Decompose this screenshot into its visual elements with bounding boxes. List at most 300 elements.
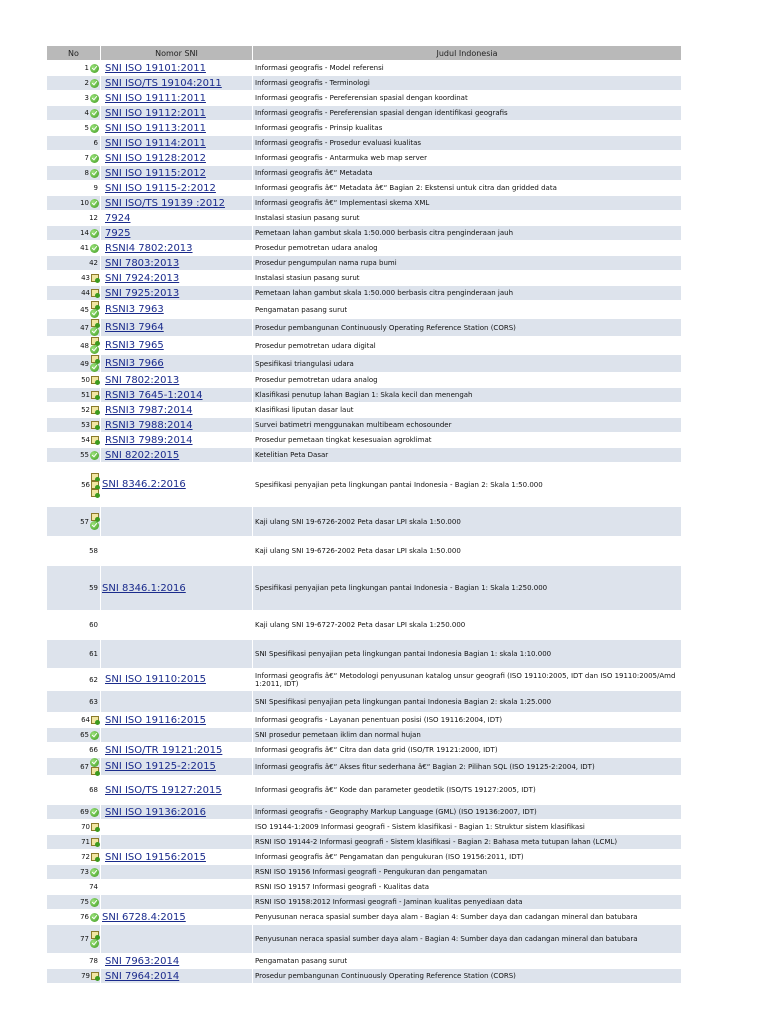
judul-cell: Informasi geografis â€“ Pengamatan dan pengukuran (ISO 19156:2011, IDT)	[253, 850, 682, 865]
nomor-sni-cell	[101, 507, 253, 537]
row-number-cell	[47, 76, 101, 91]
table-row	[47, 121, 682, 136]
sni-link[interactable]: SNI 7924:2013	[105, 272, 180, 284]
sni-link[interactable]: SNI 6728.4:2015	[102, 911, 186, 923]
row-number: 55	[80, 451, 89, 459]
nomor-sni-cell	[101, 337, 253, 355]
row-number: 67	[80, 762, 89, 771]
judul-cell: Prosedur pemotretan udara analog	[253, 373, 682, 388]
nomor-sni-cell	[101, 537, 253, 566]
nomor-sni-cell	[101, 805, 253, 820]
table-row	[47, 805, 682, 820]
table-header-row	[47, 46, 682, 61]
row-number: 60	[89, 621, 98, 629]
judul-cell: SNI Spesifikasi penyajian peta lingkungan pantai Indonesia Bagian 1: skala 1:10.000	[253, 640, 682, 669]
row-number-cell	[47, 640, 101, 669]
judul-cell: RSNI ISO 19144-2 Informasi geografi - Sistem klasifikasi - Bagian 2: Bahasa meta tutupan lahan (LCML)	[253, 835, 682, 850]
document-icon	[91, 767, 99, 775]
document-icon	[91, 421, 99, 429]
sni-link[interactable]: RSNI3 7989:2014	[105, 434, 193, 446]
row-number-cell	[47, 463, 101, 507]
check-icon	[90, 327, 99, 336]
row-number-cell	[47, 355, 101, 373]
row-number: 54	[81, 436, 90, 444]
judul-cell: Informasi geografis - Terminologi	[253, 76, 682, 91]
nomor-sni-cell	[101, 969, 253, 984]
nomor-sni-cell	[101, 286, 253, 301]
nomor-sni-cell	[101, 319, 253, 337]
nomor-sni-cell	[101, 566, 253, 611]
table-row	[47, 880, 682, 895]
table-row	[47, 448, 682, 463]
nomor-sni-cell	[101, 880, 253, 895]
header-nomor-sni: Nomor SNI	[101, 46, 253, 61]
table-row	[47, 850, 682, 865]
row-number: 78	[89, 957, 98, 965]
row-number: 49	[80, 359, 89, 368]
row-number: 9	[93, 184, 98, 192]
row-number-cell	[47, 121, 101, 136]
table-row	[47, 61, 682, 76]
judul-cell: Kaji ulang SNI 19-6726-2002 Peta dasar LPI skala 1:50.000	[253, 537, 682, 566]
row-number-cell	[47, 448, 101, 463]
document-icon	[91, 319, 99, 327]
table-row	[47, 537, 682, 566]
table-row	[47, 418, 682, 433]
table-row	[47, 954, 682, 969]
row-number-cell	[47, 403, 101, 418]
nomor-sni-cell	[101, 373, 253, 388]
sni-link[interactable]: 7925	[105, 227, 131, 239]
row-number: 57	[80, 517, 89, 526]
nomor-sni-cell	[101, 151, 253, 166]
row-number: 12	[89, 214, 98, 222]
judul-cell: Prosedur pemetaan tingkat kesesuaian agroklimat	[253, 433, 682, 448]
table-body	[47, 61, 682, 984]
row-number-cell	[47, 106, 101, 121]
row-number-cell	[47, 151, 101, 166]
row-number-cell	[47, 433, 101, 448]
table-row	[47, 820, 682, 835]
judul-cell: Spesifikasi penyajian peta lingkungan pantai Indonesia - Bagian 2: Skala 1:50.000	[253, 463, 682, 507]
check-icon	[90, 808, 99, 817]
judul-cell: Survei batimetri menggunakan multibeam echosounder	[253, 418, 682, 433]
row-number-cell	[47, 61, 101, 76]
document-icon	[91, 289, 99, 297]
check-icon	[90, 898, 99, 907]
nomor-sni-cell	[101, 61, 253, 76]
judul-cell: Prosedur pemotretan udara digital	[253, 337, 682, 355]
sni-link[interactable]: SNI 7964:2014	[105, 970, 180, 982]
nomor-sni-cell	[101, 640, 253, 669]
table-row	[47, 566, 682, 611]
row-number-cell	[47, 728, 101, 743]
document-icon	[91, 391, 99, 399]
row-number: 47	[80, 323, 89, 332]
check-icon	[90, 363, 99, 372]
row-number: 63	[89, 697, 98, 706]
document-icon	[91, 972, 99, 980]
nomor-sni-cell	[101, 121, 253, 136]
table-row	[47, 713, 682, 728]
row-number-cell	[47, 820, 101, 835]
header-no: No	[47, 46, 101, 61]
sni-link[interactable]: RSNI3 7645-1:2014	[105, 389, 203, 401]
row-number-cell	[47, 166, 101, 181]
nomor-sni-cell	[101, 835, 253, 850]
nomor-sni-cell	[101, 433, 253, 448]
nomor-sni-cell	[101, 271, 253, 286]
row-number: 4	[84, 109, 89, 117]
row-number: 68	[89, 786, 98, 794]
sni-link[interactable]: SNI 8346.2:2016	[102, 479, 186, 490]
judul-cell: RSNI ISO 19157 Informasi geografi - Kualitas data	[253, 880, 682, 895]
sni-link[interactable]: RSNI3 7965	[105, 340, 164, 351]
nomor-sni-cell	[101, 388, 253, 403]
sni-link[interactable]: SNI ISO 19110:2015	[105, 674, 206, 685]
row-number-cell	[47, 301, 101, 319]
row-number: 66	[89, 746, 98, 754]
table-row	[47, 196, 682, 211]
judul-cell: Informasi geografis â€“ Metodologi penyusunan katalog unsur geografi (ISO 19110:2005, IDT dan ISO 19110:2005/Amd 1:2011, IDT)	[253, 669, 682, 691]
row-number-cell	[47, 758, 101, 776]
row-number-cell	[47, 776, 101, 805]
table-row	[47, 319, 682, 337]
table-row	[47, 241, 682, 256]
row-number: 71	[81, 838, 90, 846]
sni-link[interactable]: SNI 7963:2014	[105, 955, 180, 967]
sni-link[interactable]: SNI ISO 19115:2012	[105, 167, 206, 179]
document-icon	[91, 376, 99, 384]
nomor-sni-cell	[101, 256, 253, 271]
row-number-cell	[47, 256, 101, 271]
judul-cell: Klasifikasi penutup lahan Bagian 1: Skala kecil dan menengah	[253, 388, 682, 403]
table-row	[47, 507, 682, 537]
table-row	[47, 181, 682, 196]
table-row	[47, 743, 682, 758]
check-icon	[90, 199, 99, 208]
nomor-sni-cell	[101, 301, 253, 319]
check-icon	[90, 939, 99, 948]
row-number: 70	[81, 823, 90, 831]
row-number: 58	[89, 547, 98, 555]
document-icon	[91, 931, 99, 939]
table-row	[47, 271, 682, 286]
check-icon	[90, 451, 99, 460]
row-number: 3	[84, 94, 89, 102]
row-number: 53	[81, 421, 90, 429]
table-row	[47, 286, 682, 301]
check-icon	[90, 309, 99, 318]
row-number: 5	[84, 124, 89, 132]
document-icon	[91, 436, 99, 444]
sni-link[interactable]: SNI ISO 19136:2016	[105, 806, 206, 818]
document-icon	[91, 406, 99, 414]
document-icon	[91, 337, 99, 345]
check-icon	[90, 154, 99, 163]
nomor-sni-cell	[101, 226, 253, 241]
row-number-cell	[47, 91, 101, 106]
row-number: 74	[89, 883, 98, 891]
nomor-sni-cell	[101, 925, 253, 954]
check-icon	[90, 345, 99, 354]
nomor-sni-cell	[101, 865, 253, 880]
sni-link[interactable]: SNI ISO/TS 19127:2015	[105, 784, 222, 796]
row-number: 50	[81, 376, 90, 384]
document-icon	[91, 481, 99, 489]
row-number: 14	[80, 229, 89, 237]
row-number: 79	[81, 972, 90, 980]
judul-cell: Penyusunan neraca spasial sumber daya alam - Bagian 4: Sumber daya dan cadangan mineral dan batubara	[253, 925, 682, 954]
document-icon	[91, 716, 99, 724]
sni-link[interactable]: SNI ISO/TS 19139 :2012	[105, 197, 225, 209]
table-row	[47, 835, 682, 850]
sni-link[interactable]: SNI 8346.1:2016	[102, 582, 186, 594]
row-number-cell	[47, 241, 101, 256]
nomor-sni-cell	[101, 895, 253, 910]
judul-cell: Informasi geografis â€“ Kode dan parameter geodetik (ISO/TS 19127:2005, IDT)	[253, 776, 682, 805]
document-icon	[91, 274, 99, 282]
table-row	[47, 611, 682, 640]
row-number-cell	[47, 835, 101, 850]
document-icon	[91, 853, 99, 861]
judul-cell: Informasi geografis - Prinsip kualitas	[253, 121, 682, 136]
row-number-cell	[47, 226, 101, 241]
sni-link[interactable]: SNI ISO 19114:2011	[105, 137, 206, 149]
judul-cell: ISO 19144-1:2009 Informasi geografi - Sistem klasifikasi - Bagian 1: Struktur sistem klasifikasi	[253, 820, 682, 835]
sni-link[interactable]: SNI ISO 19115-2:2012	[105, 182, 216, 194]
row-number: 42	[89, 259, 98, 267]
table-row	[47, 925, 682, 954]
sni-link[interactable]: SNI ISO/TS 19104:2011	[105, 77, 222, 89]
sni-link[interactable]: RSNI4 7802:2013	[105, 242, 193, 254]
sni-link[interactable]: SNI ISO 19113:2011	[105, 122, 206, 134]
row-number: 52	[81, 406, 90, 414]
check-icon	[90, 94, 99, 103]
sni-table	[46, 45, 682, 984]
nomor-sni-cell	[101, 91, 253, 106]
row-number-cell	[47, 611, 101, 640]
nomor-sni-cell	[101, 76, 253, 91]
table-row	[47, 166, 682, 181]
sni-link[interactable]: SNI ISO 19111:2011	[105, 92, 206, 104]
nomor-sni-cell	[101, 448, 253, 463]
nomor-sni-cell	[101, 181, 253, 196]
judul-cell: Spesifikasi penyajian peta lingkungan pantai Indonesia - Bagian 1: Skala 1:250.000	[253, 566, 682, 611]
table-row	[47, 776, 682, 805]
sni-link[interactable]: SNI ISO 19125-2:2015	[105, 761, 216, 772]
table-row	[47, 463, 682, 507]
judul-cell: Prosedur pembangunan Continuously Operating Reference Station (CORS)	[253, 319, 682, 337]
judul-cell: Informasi geografis - Geography Markup Language (GML) (ISO 19136:2007, IDT)	[253, 805, 682, 820]
table-row	[47, 969, 682, 984]
row-number-cell	[47, 537, 101, 566]
row-number-cell	[47, 850, 101, 865]
check-icon	[90, 758, 99, 767]
nomor-sni-cell	[101, 463, 253, 507]
table-row	[47, 256, 682, 271]
row-number: 65	[80, 731, 89, 739]
table-row	[47, 728, 682, 743]
row-number: 43	[81, 274, 90, 282]
row-number: 73	[80, 868, 89, 876]
check-icon	[90, 868, 99, 877]
nomor-sni-cell	[101, 669, 253, 691]
nomor-sni-cell	[101, 196, 253, 211]
table-row	[47, 136, 682, 151]
row-number-cell	[47, 319, 101, 337]
table-row	[47, 337, 682, 355]
row-number-cell	[47, 865, 101, 880]
document-icon	[91, 513, 99, 521]
nomor-sni-cell	[101, 166, 253, 181]
sni-link[interactable]: SNI ISO/TR 19121:2015	[105, 744, 223, 756]
judul-cell: Penyusunan neraca spasial sumber daya alam - Bagian 4: Sumber daya dan cadangan mineral dan batubara	[253, 910, 682, 925]
judul-cell: Informasi geografis - Antarmuka web map server	[253, 151, 682, 166]
sni-link[interactable]: SNI ISO 19116:2015	[105, 714, 206, 726]
row-number-cell	[47, 181, 101, 196]
check-icon	[90, 64, 99, 73]
sni-link[interactable]: SNI ISO 19156:2015	[105, 851, 206, 863]
row-number-cell	[47, 388, 101, 403]
check-icon	[90, 109, 99, 118]
document-icon	[91, 355, 99, 363]
table-row	[47, 758, 682, 776]
nomor-sni-cell	[101, 728, 253, 743]
judul-cell: Informasi geografis - Layanan penentuan posisi (ISO 19116:2004, IDT)	[253, 713, 682, 728]
row-number-cell	[47, 691, 101, 713]
sni-link[interactable]: RSNI3 7987:2014	[105, 404, 193, 416]
check-icon	[90, 913, 99, 922]
row-number: 8	[84, 169, 89, 177]
sni-link[interactable]: RSNI3 7988:2014	[105, 419, 193, 431]
sni-link[interactable]: SNI 7802:2013	[105, 374, 180, 386]
nomor-sni-cell	[101, 850, 253, 865]
row-number: 6	[93, 139, 98, 147]
sni-link[interactable]: RSNI3 7966	[105, 358, 164, 369]
sni-link[interactable]: RSNI3 7963	[105, 304, 164, 315]
document-icon	[91, 489, 99, 497]
row-number-cell	[47, 743, 101, 758]
table-row	[47, 640, 682, 669]
sni-link[interactable]: SNI 7803:2013	[105, 257, 180, 269]
judul-cell: Pemetaan lahan gambut skala 1:50.000 berbasis citra penginderaan jauh	[253, 286, 682, 301]
nomor-sni-cell	[101, 241, 253, 256]
document-icon	[91, 823, 99, 831]
row-number: 1	[84, 64, 89, 72]
sni-link[interactable]: RSNI3 7964	[105, 322, 164, 333]
nomor-sni-cell	[101, 713, 253, 728]
row-number-cell	[47, 507, 101, 537]
row-number: 45	[80, 305, 89, 314]
judul-cell: SNI prosedur pemetaan iklim dan normal hujan	[253, 728, 682, 743]
judul-cell: Klasifikasi liputan dasar laut	[253, 403, 682, 418]
table-row	[47, 301, 682, 319]
judul-cell: Pengamatan pasang surut	[253, 301, 682, 319]
judul-cell: Informasi geografis - Pereferensian spasial dengan koordinat	[253, 91, 682, 106]
row-number-cell	[47, 373, 101, 388]
row-number: 44	[81, 289, 90, 297]
table-row	[47, 226, 682, 241]
table-row	[47, 669, 682, 691]
table-row	[47, 355, 682, 373]
judul-cell: Informasi geografis - Model referensi	[253, 61, 682, 76]
row-number-cell	[47, 669, 101, 691]
row-number-cell	[47, 337, 101, 355]
nomor-sni-cell	[101, 106, 253, 121]
row-number-cell	[47, 895, 101, 910]
judul-cell: Ketelitian Peta Dasar	[253, 448, 682, 463]
judul-cell: Informasi geografis â€“ Akses fitur sederhana â€“ Bagian 2: Pilihan SQL (ISO 19125-2:2004, IDT)	[253, 758, 682, 776]
judul-cell: Instalasi stasiun pasang surut	[253, 211, 682, 226]
row-number-cell	[47, 969, 101, 984]
row-number-cell	[47, 211, 101, 226]
row-number: 77	[80, 935, 89, 943]
judul-cell: Instalasi stasiun pasang surut	[253, 271, 682, 286]
row-number-cell	[47, 910, 101, 925]
nomor-sni-cell	[101, 691, 253, 713]
sni-link[interactable]: SNI ISO 19128:2012	[105, 152, 206, 164]
sni-link[interactable]: 7924	[105, 212, 131, 224]
check-icon	[90, 229, 99, 238]
nomor-sni-cell	[101, 776, 253, 805]
header-judul-indonesia: Judul Indonesia	[253, 46, 682, 61]
nomor-sni-cell	[101, 820, 253, 835]
row-number-cell	[47, 954, 101, 969]
check-icon	[90, 169, 99, 178]
nomor-sni-cell	[101, 743, 253, 758]
document-icon	[91, 301, 99, 309]
check-icon	[90, 731, 99, 740]
sni-link[interactable]: SNI ISO 19101:2011	[105, 62, 206, 74]
check-icon	[90, 521, 99, 530]
nomor-sni-cell	[101, 954, 253, 969]
row-number: 56	[81, 480, 90, 489]
row-number: 64	[81, 716, 90, 724]
check-icon	[90, 79, 99, 88]
judul-cell: Prosedur pembangunan Continuously Operating Reference Station (CORS)	[253, 969, 682, 984]
table-row	[47, 433, 682, 448]
row-number-cell	[47, 566, 101, 611]
judul-cell: RSNI ISO 19156 Informasi geografi - Pengukuran dan pengamatan	[253, 865, 682, 880]
nomor-sni-cell	[101, 136, 253, 151]
nomor-sni-cell	[101, 355, 253, 373]
nomor-sni-cell	[101, 758, 253, 776]
row-number-cell	[47, 136, 101, 151]
nomor-sni-cell	[101, 910, 253, 925]
sni-link[interactable]: SNI ISO 19112:2011	[105, 107, 206, 119]
table-row	[47, 691, 682, 713]
judul-cell: Informasi geografis â€“ Metadata	[253, 166, 682, 181]
table-row	[47, 91, 682, 106]
table-row	[47, 373, 682, 388]
row-number: 62	[89, 675, 98, 684]
row-number: 75	[80, 898, 89, 906]
row-number: 76	[80, 913, 89, 921]
sni-link[interactable]: SNI 7925:2013	[105, 287, 180, 299]
judul-cell: SNI Spesifikasi penyajian peta lingkungan pantai Indonesia Bagian 2: skala 1:25.000	[253, 691, 682, 713]
nomor-sni-cell	[101, 611, 253, 640]
row-number: 51	[81, 391, 90, 399]
judul-cell: Informasi geografis â€“ Citra dan data grid (ISO/TR 19121:2000, IDT)	[253, 743, 682, 758]
judul-cell: Spesifikasi triangulasi udara	[253, 355, 682, 373]
nomor-sni-cell	[101, 403, 253, 418]
document-icon	[91, 838, 99, 846]
row-number: 72	[81, 853, 90, 861]
table-row	[47, 106, 682, 121]
nomor-sni-cell	[101, 418, 253, 433]
sni-link[interactable]: SNI 8202:2015	[105, 449, 180, 461]
